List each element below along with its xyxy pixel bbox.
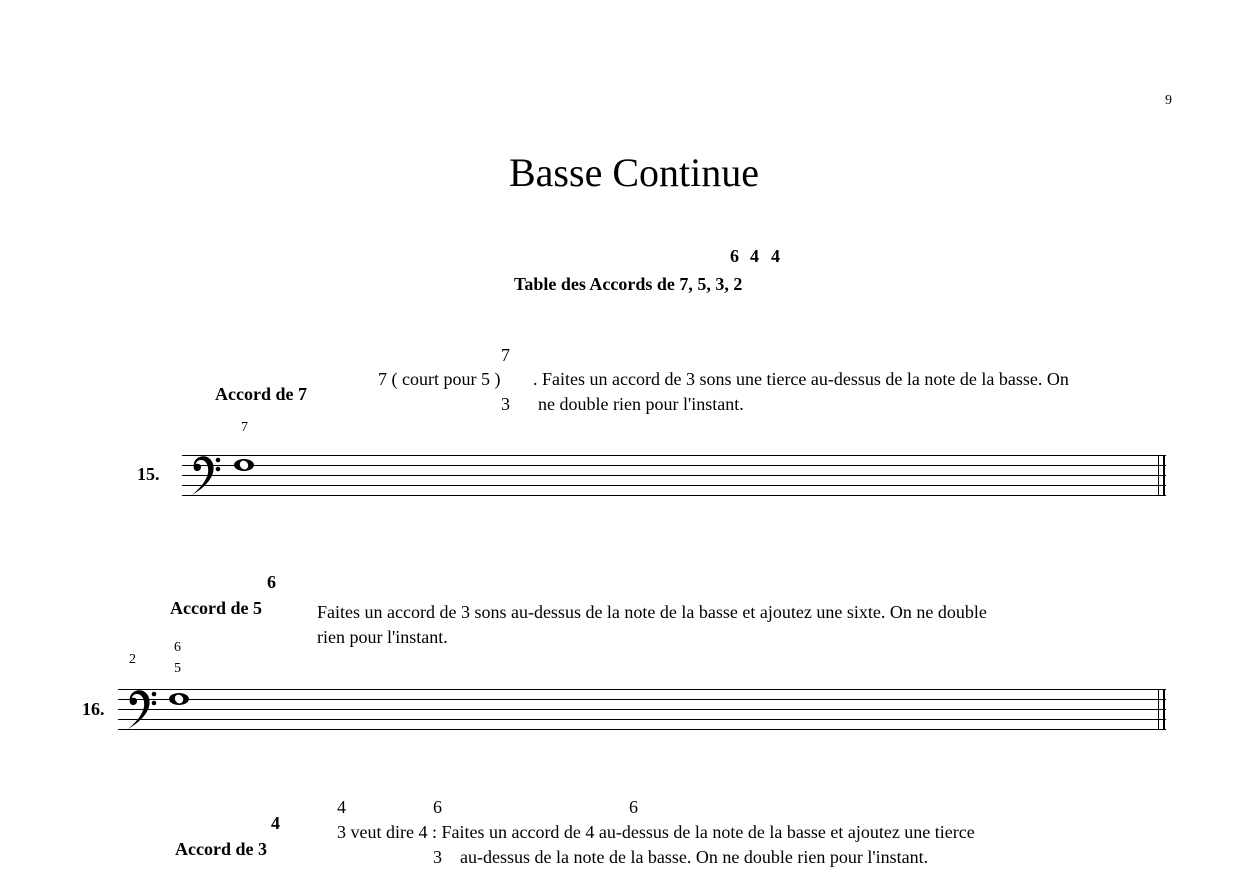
table-heading-figure-3: 4: [771, 246, 780, 266]
figured-bass-figure-bottom: 5: [174, 661, 181, 676]
section-17-figure-top-3: 6: [629, 797, 638, 817]
section-16-heading: Accord de 5: [170, 598, 262, 618]
bar-number: 2: [129, 652, 136, 667]
table-heading-figure-2: 4: [750, 246, 759, 266]
page-title: Basse Continue: [509, 150, 759, 195]
page-number: 9: [1165, 93, 1172, 108]
measure-label-16: 16.: [82, 699, 105, 719]
table-heading-label: Table des Accords de 7, 5, 3, 2: [514, 274, 743, 294]
section-16-text-line-1: Faites un accord de 3 sons au-dessus de la note de la basse et ajoutez une sixte. On ne double: [317, 602, 987, 622]
whole-note-icon: [233, 458, 255, 472]
section-15-text-line-1: . Faites un accord de 3 sons une tierce au-dessus de la note de la basse. On: [533, 369, 1069, 389]
section-17-figure-top-2: 6: [433, 797, 442, 817]
figured-bass-figure-top: 6: [174, 640, 181, 655]
section-17-figure-top-1: 4: [337, 797, 346, 817]
section-16-heading-figure: 6: [267, 572, 276, 592]
figured-bass-figure: 7: [241, 420, 248, 435]
section-17-figure-bottom: 3: [433, 847, 442, 867]
bass-clef-icon: [126, 688, 162, 732]
section-15-heading: Accord de 7: [215, 384, 307, 404]
section-17-heading: Accord de 3: [175, 839, 267, 859]
staff-15: [182, 455, 1166, 496]
table-heading-figure-1: 6: [730, 246, 739, 266]
section-15-abbrev-bottom: 3: [501, 394, 510, 414]
section-16-text-line-2: rien pour l'instant.: [317, 627, 448, 647]
staff-16: [118, 689, 1166, 730]
section-17-text-line-2: au-dessus de la note de la basse. On ne double rien pour l'instant.: [460, 847, 929, 867]
whole-note-icon: [168, 692, 190, 706]
section-15-abbrev-top: 7: [501, 345, 510, 365]
measure-label-15: 15.: [137, 464, 160, 484]
bass-clef-icon: [190, 454, 226, 498]
section-17-heading-figure: 4: [271, 813, 280, 833]
section-15-text-line-2: ne double rien pour l'instant.: [538, 394, 744, 414]
section-17-text-line-1: 3 veut dire 4 : Faites un accord de 4 au-dessus de la note de la basse et ajoutez une tierce: [337, 822, 975, 842]
section-15-abbrev-line: 7 ( court pour 5 ): [378, 369, 501, 389]
